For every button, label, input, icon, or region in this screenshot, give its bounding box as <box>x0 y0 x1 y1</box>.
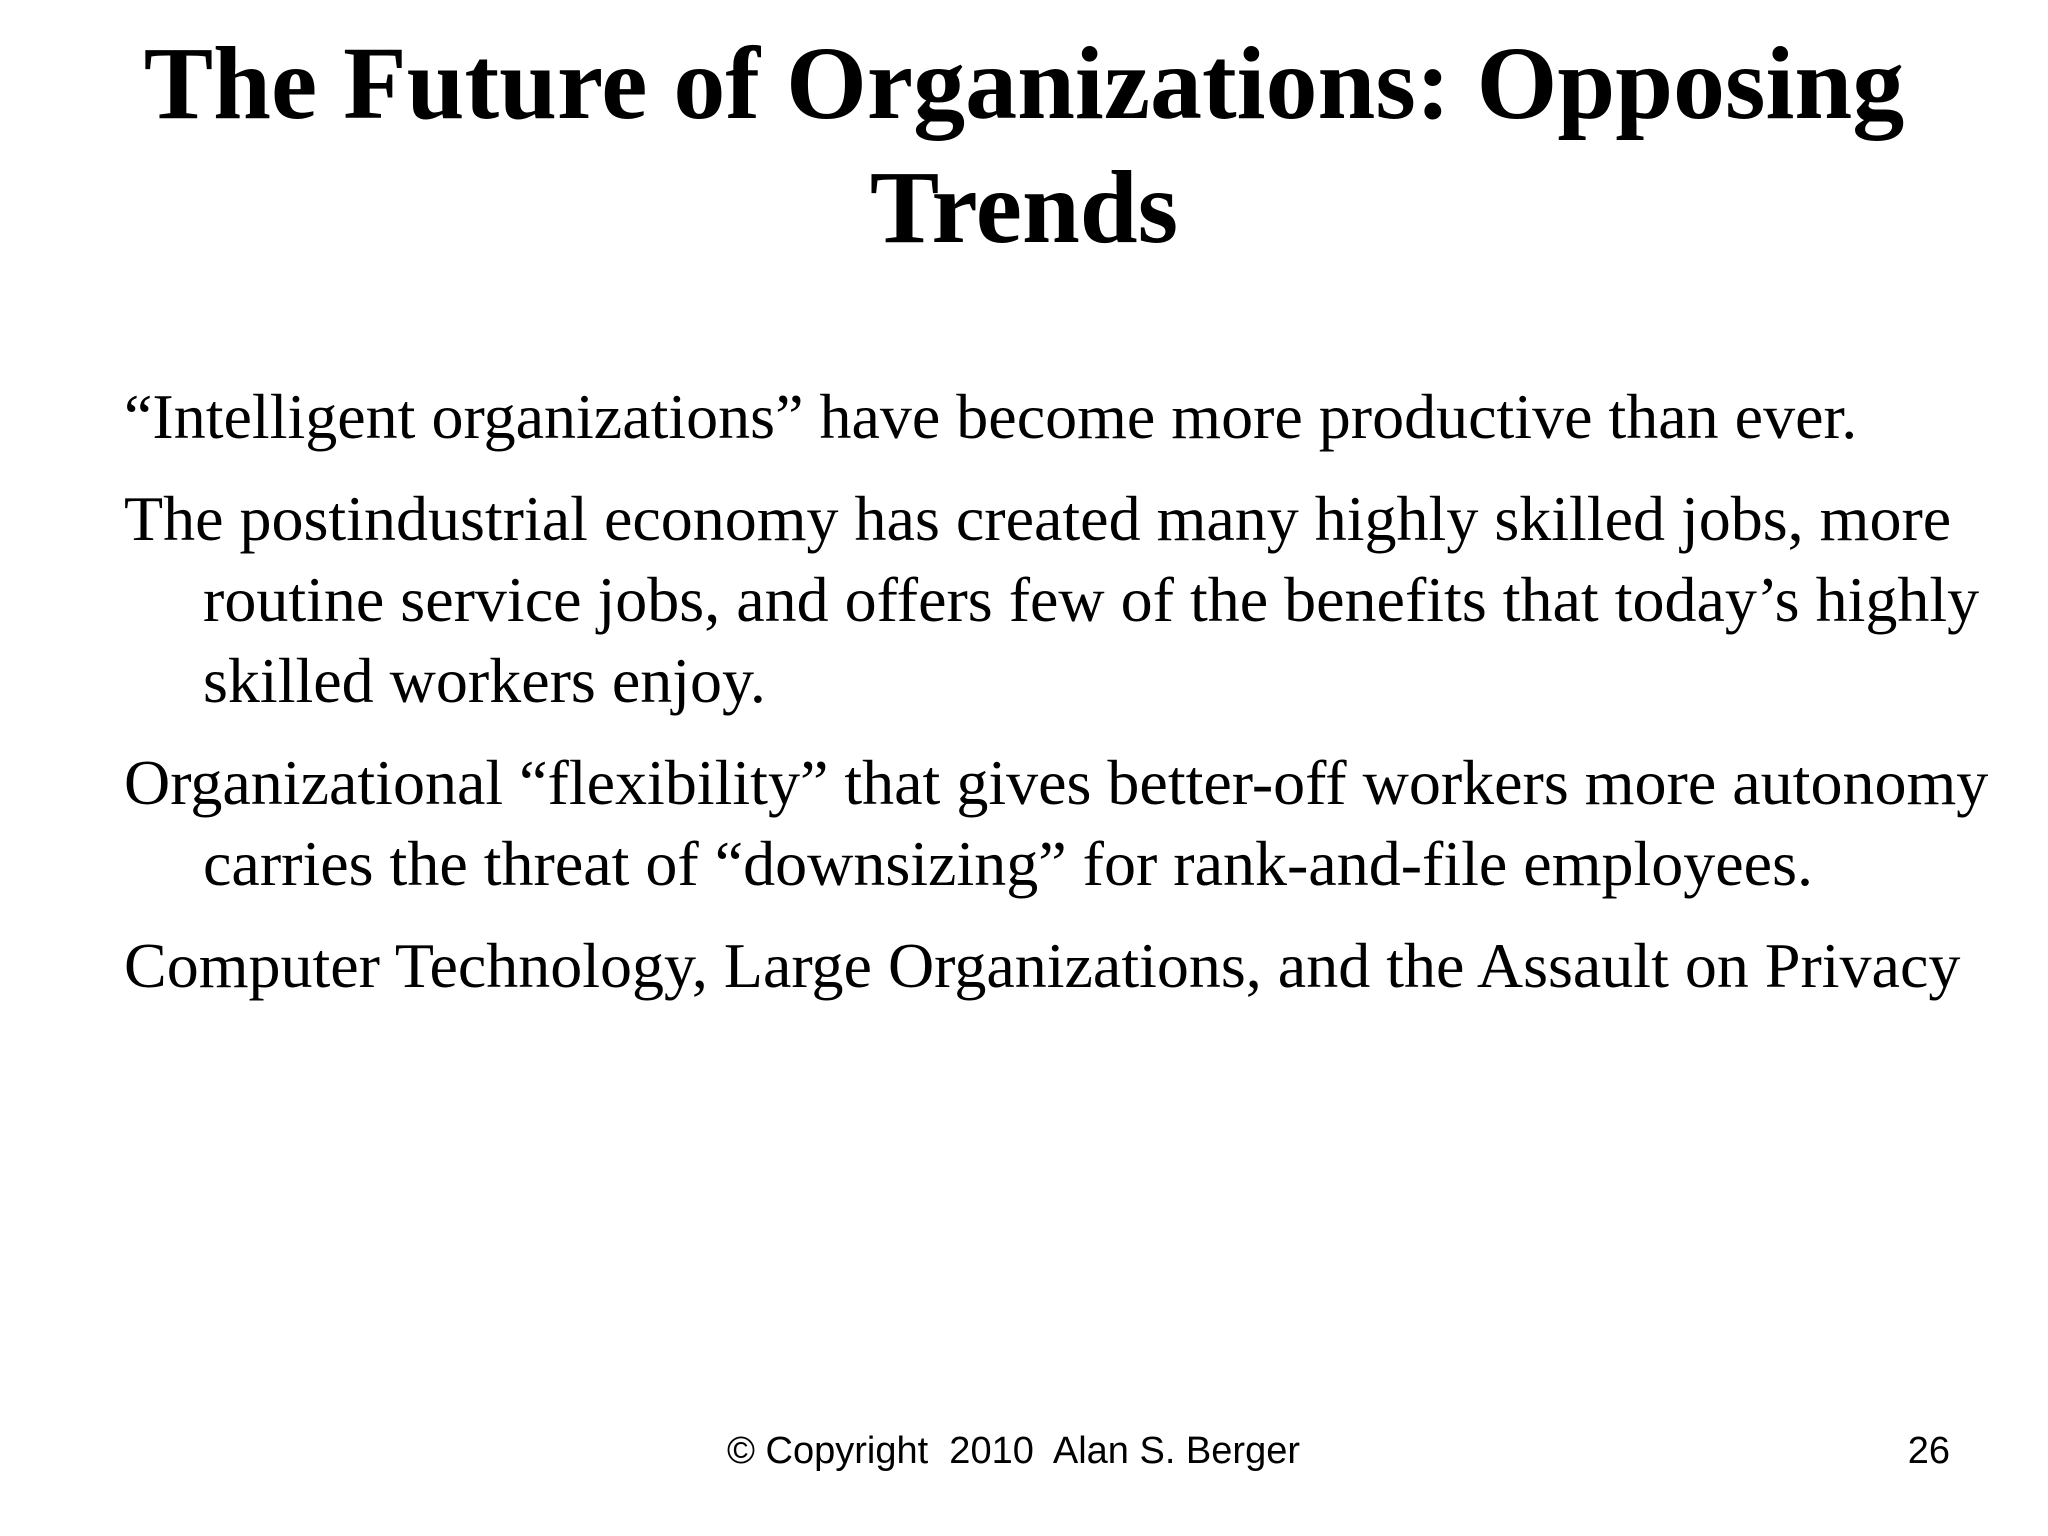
slide-title-line-2: Trends <box>869 150 1179 265</box>
slide-title <box>0 22 2048 270</box>
bullet-item-1: “Intelligent organizations” have become more productive than ever. <box>124 381 1858 452</box>
bullet-item-2: The postindustrial economy has created many highly skilled jobs, more routine service jobs, and offers few of the benefits that today’s highly skilled workers enjoy. <box>124 483 1980 716</box>
bullet-list <box>124 376 2004 1027</box>
slide-title-line-1: The Future of Organizations: Opposing <box>143 26 1905 141</box>
slide-page-number: 26 <box>1907 1430 1950 1472</box>
bullet-item-4: Computer Technology, Large Organizations, and the Assault on Privacy <box>124 930 1961 1001</box>
bullet-item-3: Organizational “flexibility” that gives better-off workers more autonomy carries the threat of “downsizing” for rank-and-file employees. <box>124 747 1989 899</box>
footer-copyright: © Copyright 2010 Alan S. Berger <box>727 1430 1300 1472</box>
